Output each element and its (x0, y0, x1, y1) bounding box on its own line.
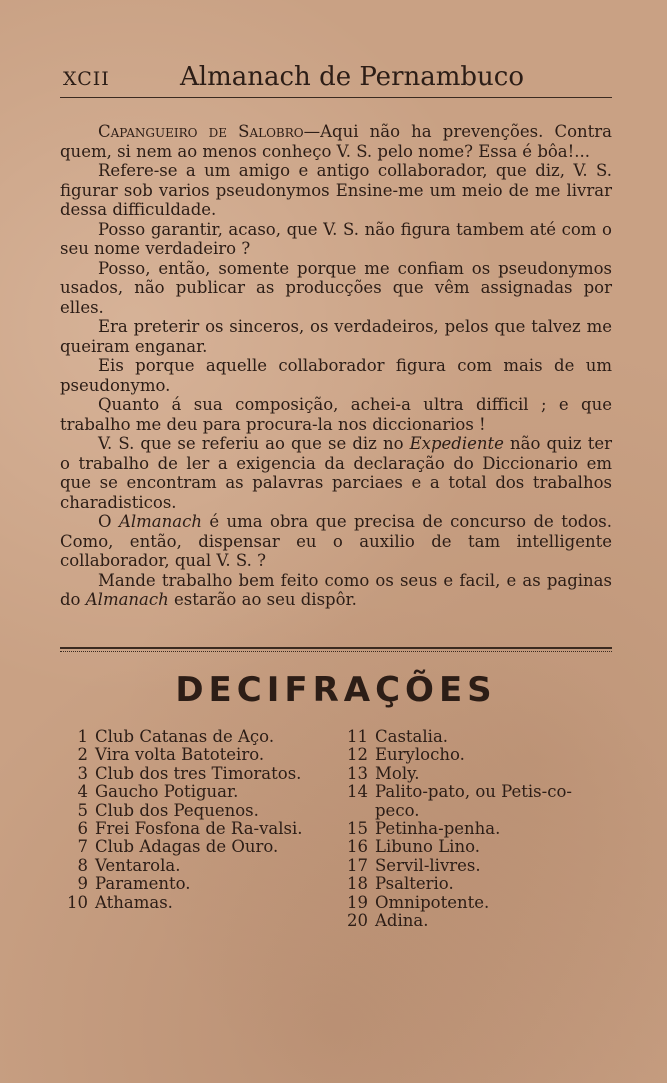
list-item (340, 875, 612, 893)
list-item (60, 875, 332, 893)
item-number: 9 (77, 874, 88, 894)
item-number: 18 (347, 874, 368, 894)
item-number: 6 (77, 819, 88, 839)
item-text: Frei Fosfona de Ra-valsi. (95, 819, 303, 839)
item-number: 13 (347, 763, 368, 783)
page-header (60, 58, 610, 98)
item-number: 19 (347, 892, 368, 912)
list-item (340, 894, 612, 912)
item-text: Club dos tres Timoratos. (95, 763, 302, 783)
list-item (60, 783, 332, 801)
list-item (340, 728, 612, 746)
list-item (340, 746, 612, 764)
item-text: Club Adagas de Ouro. (95, 837, 279, 857)
item-number: 10 (67, 892, 88, 912)
list-item (60, 838, 332, 856)
list-item (340, 765, 612, 783)
item-text: Servil-livres. (375, 855, 481, 875)
item-number: 14 (347, 782, 368, 802)
paragraph: O Almanach é uma obra que precisa de concurso de todos. Como, então, dispensar eu o auxilio de tam intelligente collaborador, qual V. S. ? (60, 512, 612, 570)
item-text: Psalterio. (375, 874, 454, 894)
paragraph: Capangueiro de Salobro—Aqui não ha prevenções. Contra quem, si nem ao menos conheço V. S. pelo nome? Essa é bôa!... (60, 122, 613, 161)
item-number: 11 (347, 727, 368, 746)
item-number: 3 (77, 763, 88, 783)
item-number: 5 (77, 800, 88, 820)
item-number: 8 (77, 855, 88, 875)
list-item (60, 802, 332, 820)
item-number: 2 (77, 745, 88, 765)
list-item (60, 820, 332, 838)
list-item (340, 912, 612, 930)
list-item (340, 857, 612, 875)
paragraph: Eis porque aquelle collaborador figura com mais de um pseudonymo. (60, 356, 612, 395)
item-text: Vira volta Batoteiro. (95, 745, 265, 765)
item-text: Castalia. (375, 727, 449, 746)
list-item (60, 894, 332, 912)
item-number: 16 (347, 837, 368, 857)
item-text: Petinha-penha. (375, 819, 501, 839)
item-number: 17 (347, 855, 368, 875)
list-item (60, 728, 332, 746)
running-title: Almanach de Pernambuco (180, 62, 525, 92)
page-number: XCII (63, 68, 110, 90)
list-item (340, 838, 612, 856)
item-text: Libuno Lino. (375, 837, 480, 857)
item-text: Athamas. (95, 892, 173, 912)
paragraph: Quanto á sua composição, achei-a ultra difficil ; e que trabalho me deu para procura-la nos diccionarios ! (60, 395, 612, 434)
item-text: Club dos Pequenos. (95, 800, 259, 820)
list-item (60, 765, 332, 783)
item-number: 15 (347, 819, 368, 839)
item-text: Adina. (375, 911, 429, 931)
list-item (60, 746, 332, 764)
item-text: Gaucho Potiguar. (95, 782, 239, 802)
paragraph: Refere-se a um amigo e antigo collaborador, que diz, V. S. figurar sob varios pseudonymos Ensine-me um meio de me livrar dessa difficuldade. (60, 161, 612, 219)
paragraph: Mande trabalho bem feito como os seus e facil, e as paginas do Almanach estarão ao seu dispôr. (60, 570, 612, 609)
list-item (60, 857, 332, 875)
header-rule (60, 97, 612, 98)
item-text: Ventarola. (95, 855, 181, 875)
item-number: 12 (347, 745, 368, 765)
paragraph: Posso, então, somente porque me confiam os pseudonymos usados, não publicar as producções que vêm assignadas por elles. (60, 258, 612, 317)
paragraph: Era preterir os sinceros, os verdadeiros, pelos que talvez me queiram enganar. (60, 317, 612, 356)
item-number: 1 (77, 727, 88, 746)
ornamental-rule (60, 647, 612, 653)
addressee-name: Capangueiro de Salobro (98, 122, 304, 141)
paragraph: Posso garantir, acaso, que V. S. não figura tambem até com o seu nome verdadeiro ? (60, 219, 612, 258)
list-item (340, 820, 612, 838)
section-title: DECIFRAÇÕES (175, 670, 497, 710)
item-number: 7 (77, 837, 88, 857)
decifracoes-list-right (340, 728, 612, 930)
item-text: Paramento. (95, 874, 191, 894)
item-text: Club Catanas de Aço. (95, 727, 275, 746)
decifracoes-list-left (60, 728, 332, 912)
body-text (60, 122, 612, 610)
item-text: Palito-pato, ou Petis-co-peco. (375, 782, 572, 820)
item-text: Eurylocho. (375, 745, 465, 765)
item-text: Moly. (375, 763, 420, 783)
item-number: 4 (77, 782, 88, 802)
item-number: 20 (347, 911, 368, 931)
list-item (340, 783, 612, 820)
item-text: Omnipotente. (375, 892, 490, 912)
paragraph: V. S. que se referiu ao que se diz no Expediente não quiz ter o trabalho de ler a exigencia da declaração do Diccionario em que se encontram as palavras parciaes e a total dos trabalhos charadisticos. (60, 434, 612, 512)
